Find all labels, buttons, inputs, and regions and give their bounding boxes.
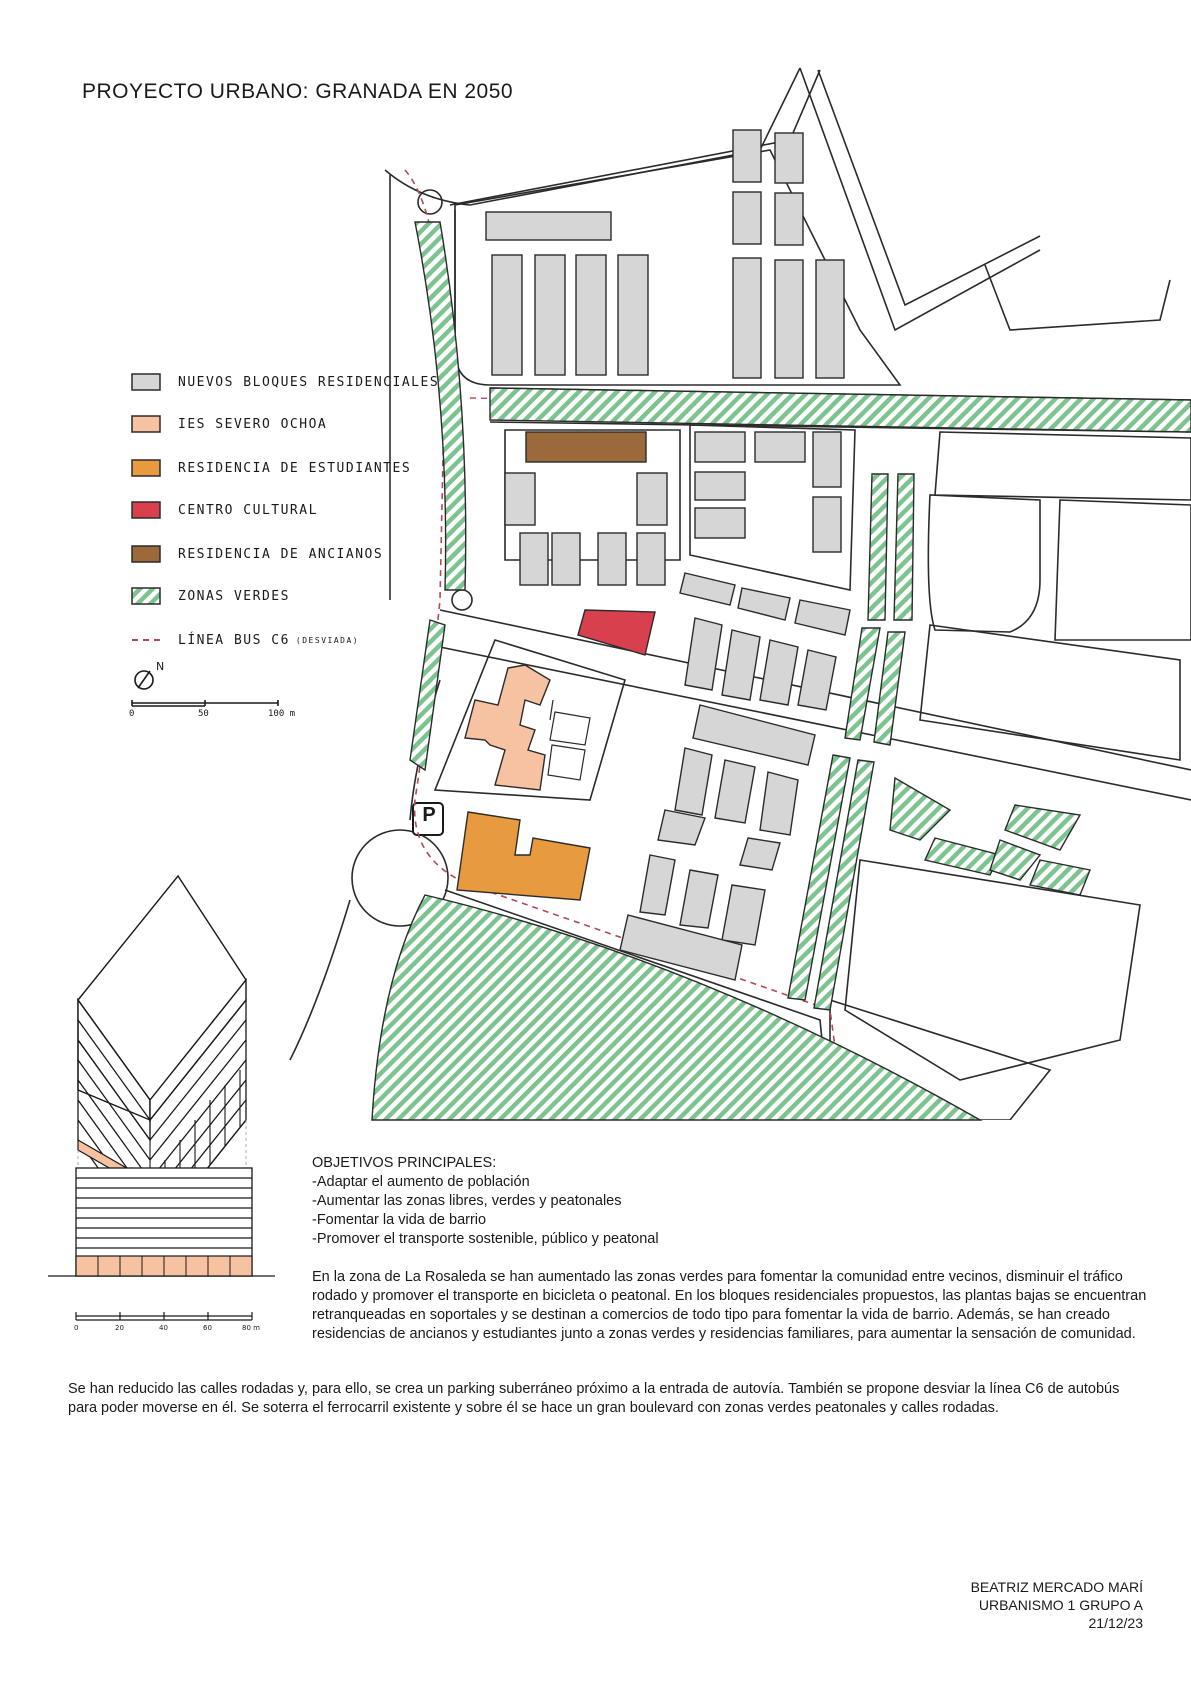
residential-block: [816, 260, 844, 378]
residential-block: [658, 810, 705, 845]
objective-item: -Fomentar la vida de barrio: [312, 1212, 487, 1228]
legend-label: NUEVOS BLOQUES RESIDENCIALES: [178, 374, 440, 390]
block-outline: [928, 495, 1040, 632]
mid-roundabout: [452, 590, 472, 610]
green-zone-west-strip: [415, 222, 466, 590]
west-curve-road: [290, 900, 350, 1060]
residential-block: [795, 600, 850, 635]
proposal-paragraph: Se han reducido las calles rodadas y, para ello, se crea un parking suberráneo próximo a la entrada de autovía. También se propone desviar la línea C6 de autobús para poder moverse en él. Se soterra el ferrocarril existente y sobre él se hace un gran boulevard con zonas verdes peatonales y calles rodadas.: [68, 1381, 1120, 1416]
green-zone-garden: [925, 838, 1000, 875]
north-roundabout: [418, 190, 442, 214]
description-paragraph: En la zona de La Rosaleda se han aumentado las zonas verdes para fomentar la comunidad entre vecinos, disminuir el tráfico rodado y promover el transporte en bicicleta o peatonal. En los bloques residenciales propuestos, las plantas bajas se encuentran retranqueadas en soportales y se destinan a comercios de todo tipo para fomentar la vida de barrio. Además, se han creado residencias de ancianos y estudiantes junto a zonas verdes y residencias familiares, para aumentar la sensación de comunidad.: [312, 1269, 1147, 1342]
residential-block: [637, 473, 667, 525]
block-outline: [1055, 500, 1191, 640]
residential-block: [680, 573, 735, 605]
green-zone-garden: [990, 840, 1040, 880]
residential-block: [813, 432, 841, 487]
legend-item-student-residence: [132, 457, 411, 479]
legend-item-green-zones: [132, 585, 290, 607]
north-label: N: [156, 660, 165, 673]
legend-note: (DESVIADA): [295, 635, 360, 645]
school-courtyard: [548, 745, 585, 780]
elevation-scale-tick: 80 m: [242, 1324, 260, 1332]
north-arrow-needle: [138, 671, 150, 688]
legend-label: CENTRO CULTURAL: [178, 502, 318, 518]
author-block: [971, 1578, 1143, 1632]
residential-block: [640, 855, 675, 915]
residential-block: [798, 650, 836, 710]
residential-block: [618, 255, 648, 375]
residencia-estudiantes-building: [457, 812, 590, 900]
page-title: PROYECTO URBANO: GRANADA EN 2050: [82, 80, 514, 103]
objective-item: -Promover el transporte sostenible, público y peatonal: [312, 1231, 659, 1247]
legend-label: IES SEVERO OCHOA: [178, 416, 328, 432]
parking-label: P: [422, 804, 436, 826]
residential-block: [505, 473, 535, 525]
residential-block: [813, 497, 841, 552]
legend-label: RESIDENCIA DE ESTUDIANTES: [178, 460, 412, 476]
legend-label: LÍNEA BUS C6: [178, 632, 290, 648]
green-zone-strip: [874, 632, 905, 745]
residential-block: [738, 588, 790, 620]
legend-item-bus-line: [132, 629, 359, 651]
residential-block: [637, 533, 665, 585]
objective-item: -Adaptar el aumento de población: [312, 1174, 530, 1190]
residential-block: [722, 630, 760, 700]
objectives-block: [312, 1154, 1172, 1249]
green-zone-strip: [868, 474, 888, 620]
residential-block: [760, 772, 798, 835]
residential-block: [755, 432, 805, 462]
residential-block: [722, 885, 765, 945]
objective-item: -Aumentar las zonas libres, verdes y peatonales: [312, 1193, 622, 1209]
elevation-scale-bar: [76, 1312, 252, 1320]
residential-block: [740, 838, 780, 870]
residential-block: [535, 255, 565, 375]
residential-block: [492, 255, 522, 375]
residential-block: [760, 640, 798, 705]
legend-item-cultural-center: [132, 499, 318, 521]
green-zone-west-small: [410, 620, 445, 770]
residential-block: [695, 432, 745, 462]
residential-block: [576, 255, 606, 375]
green-zone-strip: [894, 474, 914, 620]
legend-item-residential: [132, 371, 439, 393]
green-zone-strip: [845, 628, 880, 740]
residential-block: [598, 533, 626, 585]
scale-tick: 50: [198, 709, 209, 719]
date: 21/12/23: [1088, 1615, 1143, 1631]
green-zone-garden: [890, 778, 950, 840]
residential-block: [680, 870, 718, 928]
scale-tick: 100 m: [268, 709, 296, 719]
residential-block: [733, 192, 761, 244]
legend-label: ZONAS VERDES: [178, 588, 290, 604]
residential-block: [775, 260, 803, 378]
residential-block: [775, 193, 803, 245]
residential-block: [552, 533, 580, 585]
green-zone-garden: [1005, 805, 1080, 850]
block-outline: [935, 432, 1191, 500]
objectives-heading: OBJETIVOS PRINCIPALES:: [312, 1155, 497, 1171]
east-road: [985, 265, 1170, 330]
legend-item-elderly-residence: [132, 543, 383, 565]
elevation-scale-tick: 40: [159, 1324, 168, 1332]
residential-block: [775, 133, 803, 183]
residential-block: [685, 618, 722, 690]
scale-tick: 0: [129, 709, 135, 719]
green-zone-garden: [1030, 860, 1090, 895]
residencia-ancianos-building: [526, 432, 646, 462]
residential-block: [520, 533, 548, 585]
residential-block: [733, 130, 761, 182]
elevation-scale-tick: 20: [115, 1324, 124, 1332]
course-name: URBANISMO 1 GRUPO A: [978, 1597, 1143, 1613]
legend-label: RESIDENCIA DE ANCIANOS: [178, 546, 384, 562]
residential-block: [486, 212, 611, 240]
block-outline: [845, 860, 1140, 1080]
elevation-scale-tick: 60: [203, 1324, 212, 1332]
school-detail: [550, 700, 553, 720]
residential-block: [695, 472, 745, 500]
residential-block: [675, 748, 712, 815]
green-zone-boulevard: [490, 388, 1191, 432]
school-courtyard: [550, 712, 590, 745]
elevation-scale-tick: 0: [74, 1324, 79, 1332]
author-name: BEATRIZ MERCADO MARÍ: [970, 1579, 1143, 1595]
residential-block: [715, 760, 755, 823]
residential-block: [733, 258, 761, 378]
scale-bar: [132, 700, 278, 706]
residential-block: [695, 508, 745, 538]
northeast-road-2: [818, 70, 1040, 305]
legend-item-school: [132, 413, 327, 435]
